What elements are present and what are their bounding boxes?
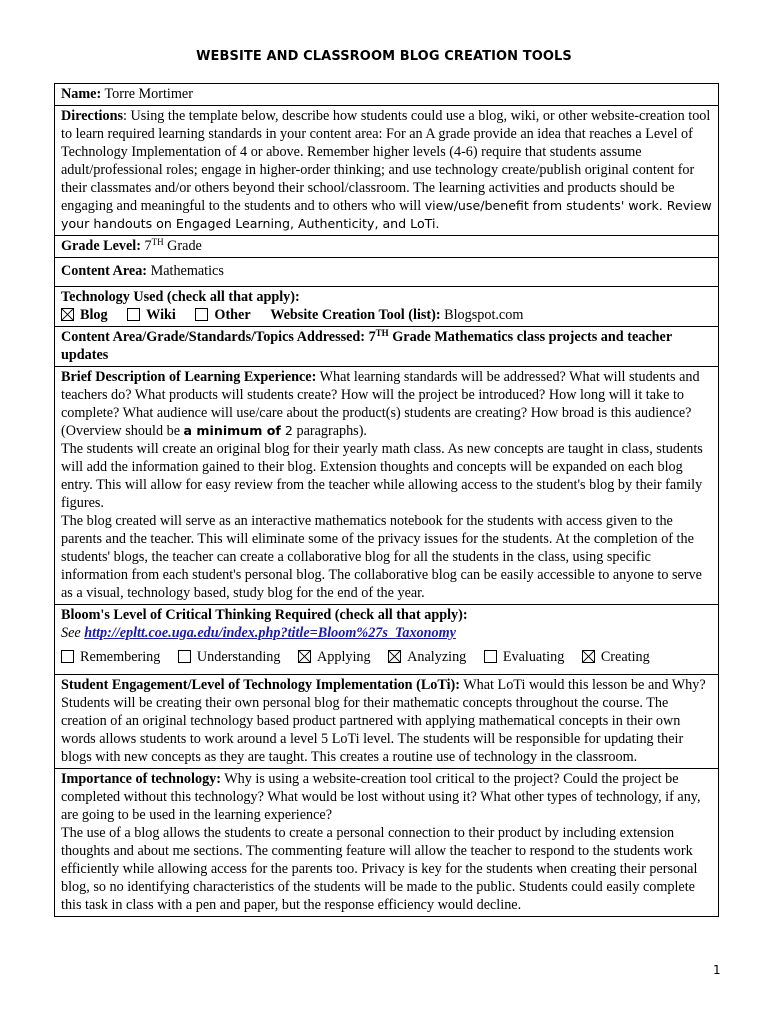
technology-cell [55,287,719,327]
other-checkbox[interactable] [195,308,208,321]
directions-text: : Using the template below, describe how students could use a blog, wiki, or other website-creation tool to learn required learning standards in your content area: For an A grade provide an idea that reaches a Level of Technology Implementation of 4 or above. Remember higher levels (4-6) require that students assume adult/professional roles; engage in higher-order thinking; and use technology create/publish original content for their classmates and/or others beyond their school/classroom. The learning activities and products should be engaging and meaningful to the students and to others who will [61,108,711,214]
topics-row [55,327,719,367]
grade-level-label: Grade Level: [61,238,141,254]
tech-option-label: Other [214,307,251,323]
grade-level-row [55,236,719,258]
description-prompt-emphasis: a minimum of [183,423,281,438]
content-area-label: Content Area: [61,263,148,279]
engagement-text: Students will be creating their own personal blog for their mathematic concepts throughout the course. The creation of an original technology based product partnered with applying mathematical concepts in their own words allows students to work around a level 5 LoTi level. The students will be responsible for updating their blogs with new concepts as they are taught. This creates a routine use of technology in the classroom. [61,695,684,765]
description-prompt [61,368,712,440]
directions-text-tail: view/use/benefit from students' work. Review your handouts on Engaged Learning, Authenticity, and LoTi. [61,198,712,231]
description-paragraph-1: The students will create an original blog for their yearly math class. As new concepts are taught in class, students will add the information gained to their blog. Extension thoughts and concepts will be expanded on each blog entry. This will allow for easy review from the teacher while allowing access to the student's blog by their family figures. [61,441,703,511]
grade-level-cell [55,236,719,258]
topics-label-post: Grade Mathematics class projects and teacher updates [61,329,672,363]
bloom-option-evaluating[interactable] [484,648,564,666]
engagement-row [55,675,719,769]
content-area-cell [55,258,719,287]
tech-option-label: Wiki [146,307,176,323]
importance-row [55,769,719,917]
bloom-taxonomy-link[interactable]: http://epltt.coe.uga.edu/index.php?title=Bloom%27s_Taxonomy [84,625,456,641]
description-cell [55,367,719,605]
name-label: Name: [61,86,102,102]
grade-level-sup: TH [151,237,164,247]
bloom-option-label: Analyzing [407,649,467,665]
bloom-option-label: Evaluating [502,649,565,665]
description-prompt-number: 2 [280,423,293,438]
name-value: Torre Mortimer [101,86,193,102]
content-area-row [55,258,719,287]
importance-prompt [61,770,712,824]
bloom-options [61,648,712,666]
bloom-option-applying[interactable] [298,648,371,666]
description-row [55,367,719,605]
evaluating-checkbox[interactable] [484,650,497,663]
bloom-see-text: See [61,625,85,641]
bloom-option-understanding[interactable] [178,648,281,666]
directions-label: Directions [61,108,123,124]
tech-option-wiki[interactable] [127,307,176,323]
content-area-value: Mathematics [147,263,224,279]
description-prompt-text: What learning standards will be addressed? What will students and teachers do? What products will students create? How will the project be introduced? How long will it take to complete? What audience will use/care about the product(s) students are creating? How broad is this audience? (Overview should be [61,369,700,439]
importance-text: The use of a blog allows the students to create a personal connection to their product by including extension thoughts and about me sections. The commenting feature will allow the teacher to respond to the students work efficiently while allowing access for the parents too. Privacy is key for the students when creating their personal blog, so no identifying characteristics of the students will be made to the public. Students could easily complete this task in class with a pen and paper, but the response efficiency would decline. [61,825,698,913]
bloom-option-label: Applying [317,649,371,665]
importance-prompt-text: Why is using a website-creation tool critical to the project? Could the project be completed without this technology? What would be lost without using it? What other types of technology, if any, are going to be used in the learning experience? [61,771,701,823]
importance-label: Importance of technology: [61,771,221,787]
bloom-option-label: Remembering [80,649,161,665]
name-cell [55,84,719,106]
bloom-cell [55,605,719,675]
website-tool-value: Blogspot.com [440,307,524,323]
engagement-prompt-text: What LoTi would this lesson be and Why? [459,677,706,693]
importance-cell [55,769,719,917]
tech-option-label: Blog [80,307,108,323]
bloom-option-analyzing[interactable] [388,648,466,666]
analyzing-checkbox[interactable] [388,650,401,663]
bloom-option-label: Understanding [196,649,281,665]
technology-label: Technology Used (check all that apply): [61,289,300,305]
bloom-option-label: Creating [600,649,650,665]
bloom-row [55,605,719,675]
bloom-option-remembering[interactable] [61,648,160,666]
wiki-checkbox[interactable] [127,308,140,321]
tech-option-other[interactable] [195,307,250,323]
technology-options [61,306,712,324]
bloom-option-creating[interactable] [582,648,650,666]
topics-cell [55,327,719,367]
topics-sup: TH [375,328,389,338]
bloom-see [61,624,712,642]
description-paragraph-2: The blog created will serve as an interactive mathematics notebook for the students with access given to the parents and the teacher. This will eliminate some of the privacy issues for the students. At the completion of the students' blogs, the teacher can create a collaborative blog for all the students in the class, using specific information from each student's personal blog. The collaborative blog can be easily accessible to anyone to serve as a visual, technology based, study blog for the end of the year. [61,513,702,601]
engagement-prompt [61,676,712,694]
form-table [54,83,719,917]
description-prompt-end: paragraphs). [292,423,367,439]
tech-option-blog[interactable] [61,307,108,323]
website-tool-label: Website Creation Tool (list): [270,307,441,323]
name-row [55,84,719,106]
grade-level-value: 7 [140,238,152,254]
engagement-cell [55,675,719,769]
topics-label: Content Area/Grade/Standards/Topics Addressed: 7 [61,329,376,345]
directions-cell [55,106,719,236]
directions-row [55,106,719,236]
creating-checkbox[interactable] [582,650,595,663]
understanding-checkbox[interactable] [178,650,191,663]
applying-checkbox[interactable] [298,650,311,663]
page-number: 1 [713,963,721,977]
technology-row [55,287,719,327]
grade-level-value-post: Grade [163,238,202,254]
description-label: Brief Description of Learning Experience: [61,369,317,385]
remembering-checkbox[interactable] [61,650,74,663]
bloom-label: Bloom's Level of Critical Thinking Required (check all that apply): [61,607,468,623]
blog-checkbox[interactable] [61,308,74,321]
engagement-label: Student Engagement/Level of Technology Implementation (LoTi): [61,677,460,693]
document-title: WEBSITE AND CLASSROOM BLOG CREATION TOOLS [196,49,572,64]
